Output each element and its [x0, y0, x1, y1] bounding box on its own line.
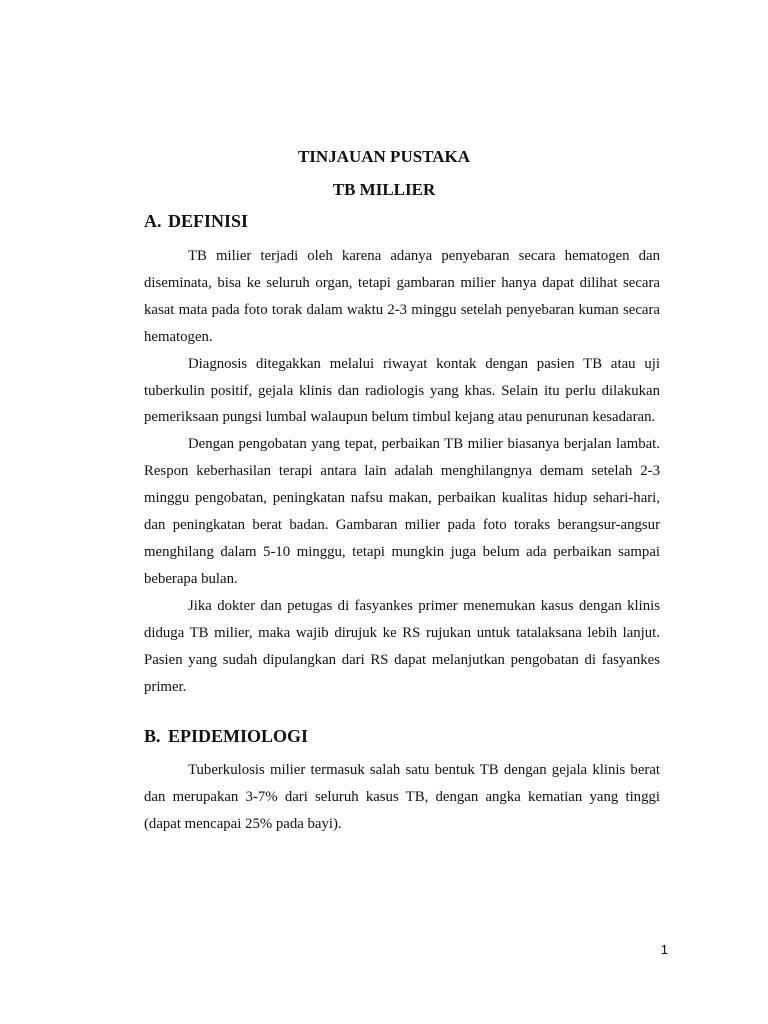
section-heading-text: EPIDEMIOLOGI: [168, 726, 309, 746]
paragraph: Dengan pengobatan yang tepat, perbaikan TB milier biasanya berjalan lambat. Respon keberhasilan terapi antara lain adalah menghilangnya demam setelah 2-3 minggu pengobatan, peningkatan nafsu makan, perbaikan kualitas hidup sehari-hari, dan peningkatan berat badan. Gambaran milier pada foto toraks berangsur-angsur menghilang dalam 5-10 minggu, tetapi mungkin juga belum ada perbaikan sampai beberapa bulan.: [144, 436, 660, 587]
document-title: TINJAUAN PUSTAKA: [297, 147, 471, 166]
paragraph: Tuberkulosis milier termasuk salah satu bentuk TB dengan gejala klinis berat dan merupakan 3-7% dari seluruh kasus TB, dengan angka kematian yang tinggi (dapat mencapai 25% pada bayi).: [144, 762, 660, 832]
section-marker: B.: [144, 726, 161, 746]
section-epidemiologi: [144, 757, 660, 838]
document-subtitle: TB MILLIER: [332, 180, 436, 199]
section-heading-definisi: [144, 211, 248, 232]
paragraph: Jika dokter dan petugas di fasyankes primer menemukan kasus dengan klinis diduga TB milier, maka wajib dirujuk ke RS rujukan untuk tatalaksana lebih lanjut. Pasien yang sudah dipulangkan dari RS dapat melanjutkan pengobatan di fasyankes primer.: [144, 597, 660, 695]
section-heading-epidemiologi: [144, 726, 308, 747]
section-heading-text: DEFINISI: [168, 211, 249, 231]
page-number: 1: [660, 942, 668, 957]
section-definisi: [144, 243, 660, 700]
section-marker: A.: [144, 211, 162, 231]
paragraph: TB milier terjadi oleh karena adanya penyebaran secara hematogen dan diseminata, bisa ke seluruh organ, tetapi gambaran milier hanya dapat dilihat secara kasat mata pada foto torak dalam waktu 2-3 minggu setelah penyebaran kuman secara hematogen.: [144, 248, 660, 345]
paragraph: Diagnosis ditegakkan melalui riwayat kontak dengan pasien TB atau uji tuberkulin positif, gejala klinis dan radiologis yang khas. Selain itu perlu dilakukan pemeriksaan pungsi lumbal walaupun belum timbul kejang atau penurunan kesadaran.: [144, 355, 660, 426]
